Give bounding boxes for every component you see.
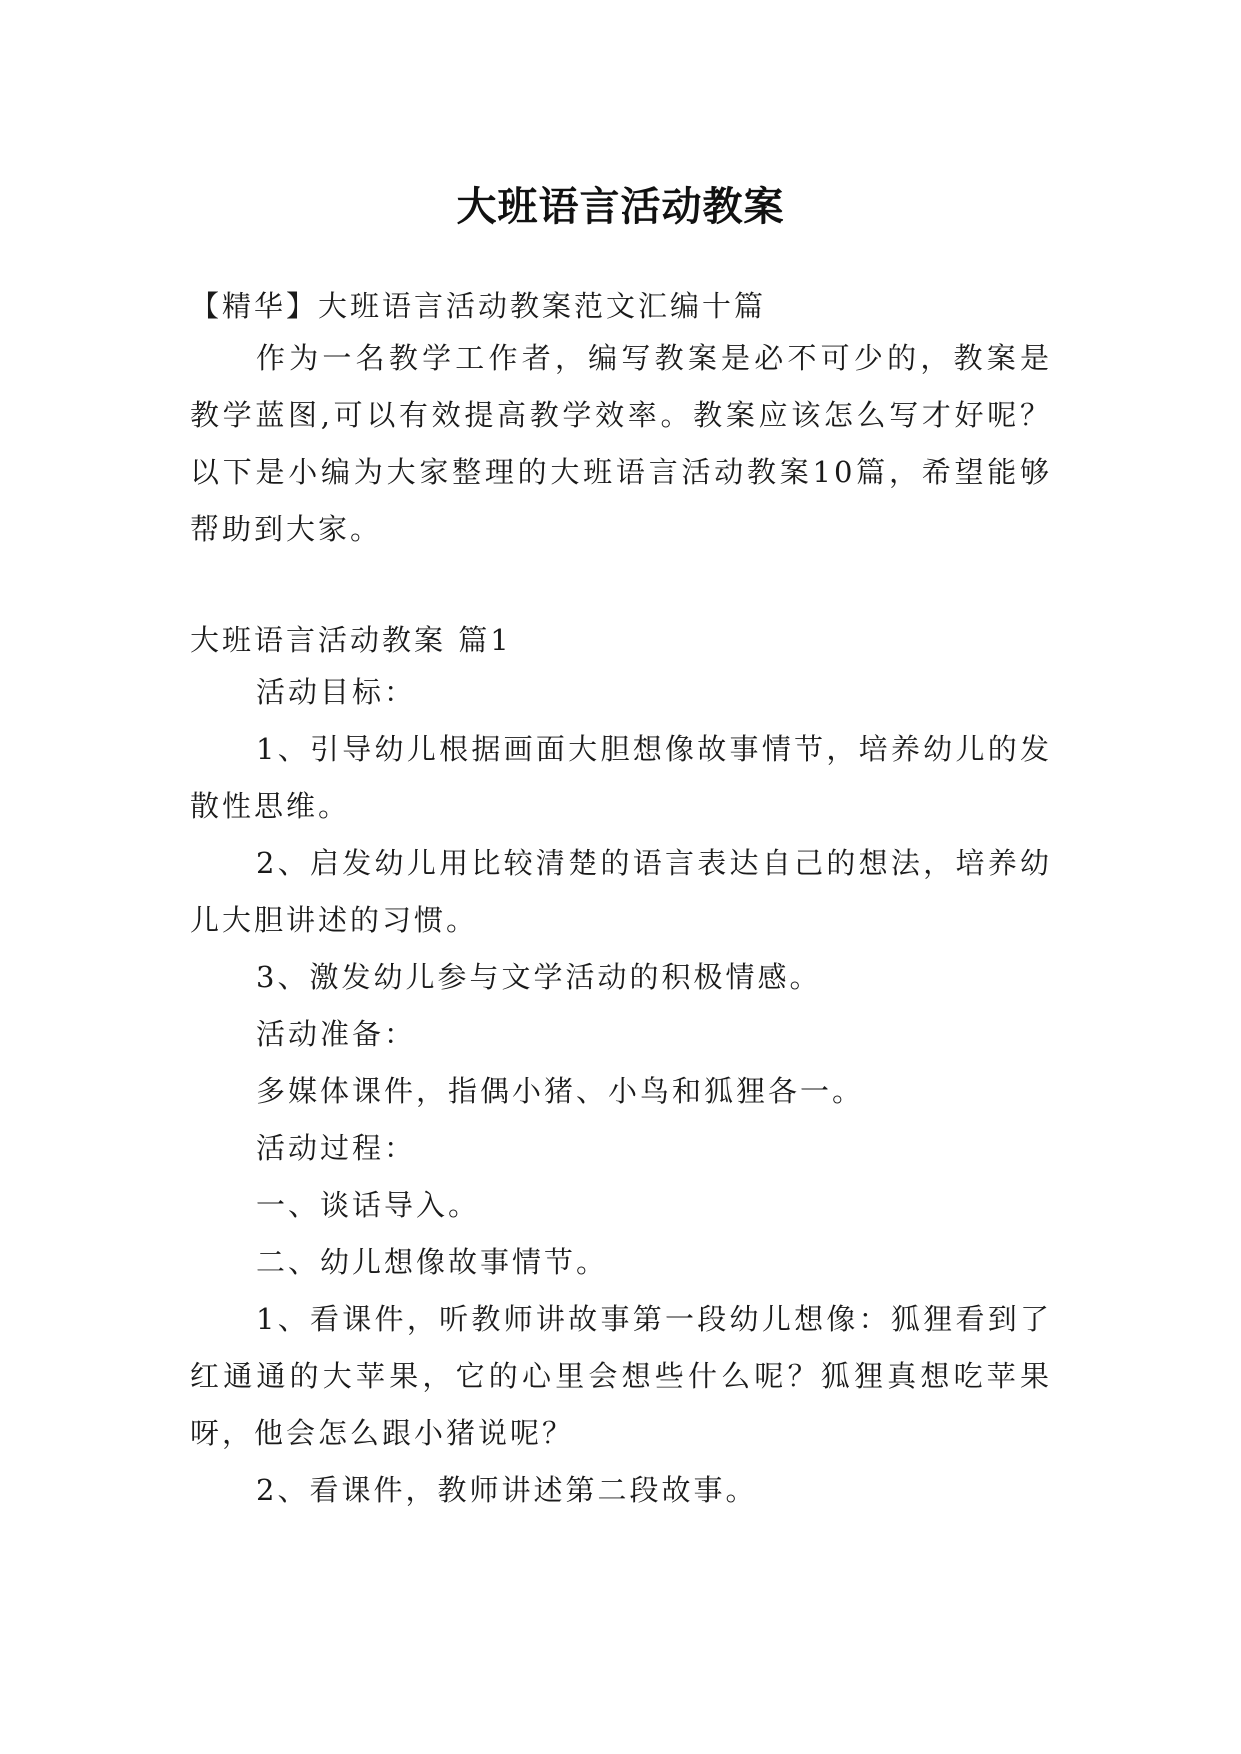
intro-paragraph: 作为一名教学工作者，编写教案是必不可少的，教案是教学蓝图,可以有效提高教学效率。教案应该怎么写才好呢？以下是小编为大家整理的大班语言活动教案10篇，希望能够帮助到大家。 bbox=[190, 341, 1052, 546]
document-subtitle: 【精华】大班语言活动教案范文汇编十篇 bbox=[190, 289, 767, 323]
process-step-1: 一、谈话导入。 bbox=[256, 1188, 481, 1222]
objective-2: 2、启发幼儿用比较清楚的语言表达自己的想法，培养幼儿大胆讲述的习惯。 bbox=[190, 846, 1052, 937]
document-title: 大班语言活动教案 bbox=[456, 183, 785, 230]
objective-1: 1、引导幼儿根据画面大胆想像故事情节，培养幼儿的发散性思维。 bbox=[190, 732, 1052, 823]
process-substep-1: 1、看课件，听教师讲故事第一段幼儿想像：狐狸看到了红通通的大苹果，它的心里会想些什么呢？狐狸真想吃苹果呀，他会怎么跟小猪说呢？ bbox=[190, 1302, 1052, 1450]
objective-3: 3、激发幼儿参与文学活动的积极情感。 bbox=[256, 960, 822, 994]
section-heading: 大班语言活动教案 篇1 bbox=[190, 623, 512, 657]
objectives-heading: 活动目标： bbox=[256, 675, 417, 709]
document-body bbox=[190, 286, 1052, 1519]
process-step-2: 二、幼儿想像故事情节。 bbox=[256, 1245, 609, 1279]
preparation-heading: 活动准备： bbox=[256, 1017, 417, 1051]
process-heading: 活动过程： bbox=[256, 1131, 417, 1165]
preparation-text: 多媒体课件，指偶小猪、小鸟和狐狸各一。 bbox=[256, 1074, 865, 1108]
process-substep-2: 2、看课件，教师讲述第二段故事。 bbox=[256, 1473, 758, 1507]
